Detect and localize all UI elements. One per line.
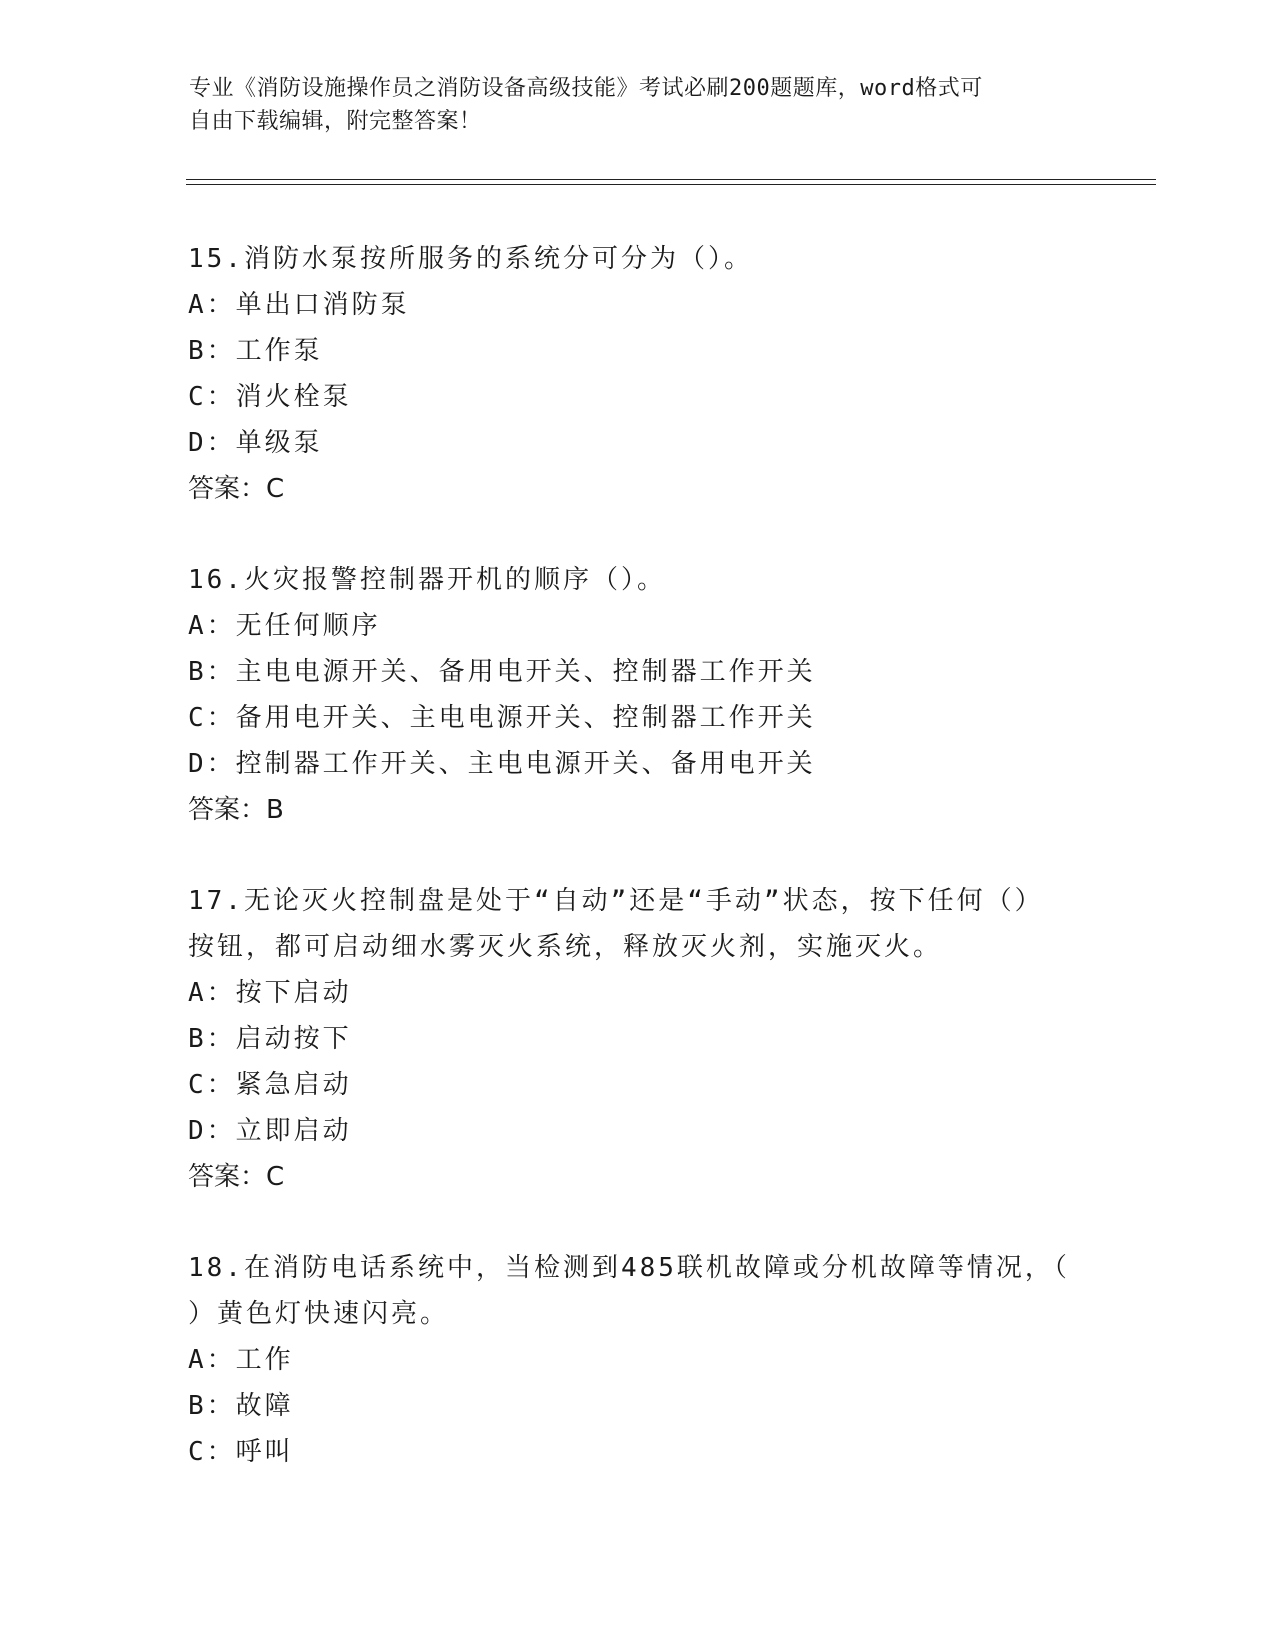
header-divider-top	[186, 179, 1156, 180]
option-c: C：紧急启动	[188, 1070, 352, 1100]
document-header	[189, 72, 1069, 138]
option-d: D：单级泵	[188, 428, 323, 458]
option-b: B：故障	[188, 1391, 294, 1421]
question-16	[188, 557, 1088, 833]
option-a: A：单出口消防泵	[188, 290, 410, 320]
question-15	[188, 236, 1088, 512]
question-text: 17.无论灭火控制盘是处于“自动”还是“手动”状态，按下任何（）	[188, 886, 1044, 916]
option-a: A：工作	[188, 1345, 294, 1375]
question-text: 18.在消防电话系统中，当检测到485联机故障或分机故障等情况，（	[188, 1253, 1070, 1283]
option-b: B：工作泵	[188, 336, 323, 366]
question-text-continued: 按钮，都可启动细水雾灭火系统，释放灭火剂，实施灭火。	[188, 932, 943, 962]
option-a: A：按下启动	[188, 978, 352, 1008]
question-text-continued: ）黄色灯快速闪亮。	[188, 1299, 450, 1329]
header-line-1: 专业《消防设施操作员之消防设备高级技能》考试必刷200题题库，word格式可	[189, 76, 983, 101]
option-b: B：启动按下	[188, 1024, 352, 1054]
question-17	[188, 878, 1088, 1200]
option-b: B：主电电源开关、备用电开关、控制器工作开关	[188, 657, 816, 687]
question-list	[188, 236, 1088, 1520]
answer-text: 答案：B	[188, 795, 284, 825]
option-c: C：呼叫	[188, 1437, 294, 1467]
question-text: 15.消防水泵按所服务的系统分可分为（）。	[188, 244, 753, 274]
answer-text: 答案：C	[188, 1162, 285, 1192]
question-18	[188, 1245, 1088, 1475]
header-line-2: 自由下载编辑，附完整答案！	[189, 109, 482, 134]
option-d: D：控制器工作开关、主电电源开关、备用电开关	[188, 749, 816, 779]
option-a: A：无任何顺序	[188, 611, 381, 641]
option-d: D：立即启动	[188, 1116, 352, 1146]
question-text: 16.火灾报警控制器开机的顺序（）。	[188, 565, 666, 595]
option-c: C：消火栓泵	[188, 382, 352, 412]
option-c: C：备用电开关、主电电源开关、控制器工作开关	[188, 703, 816, 733]
answer-text: 答案：C	[188, 474, 285, 504]
header-divider-bottom	[186, 184, 1156, 185]
